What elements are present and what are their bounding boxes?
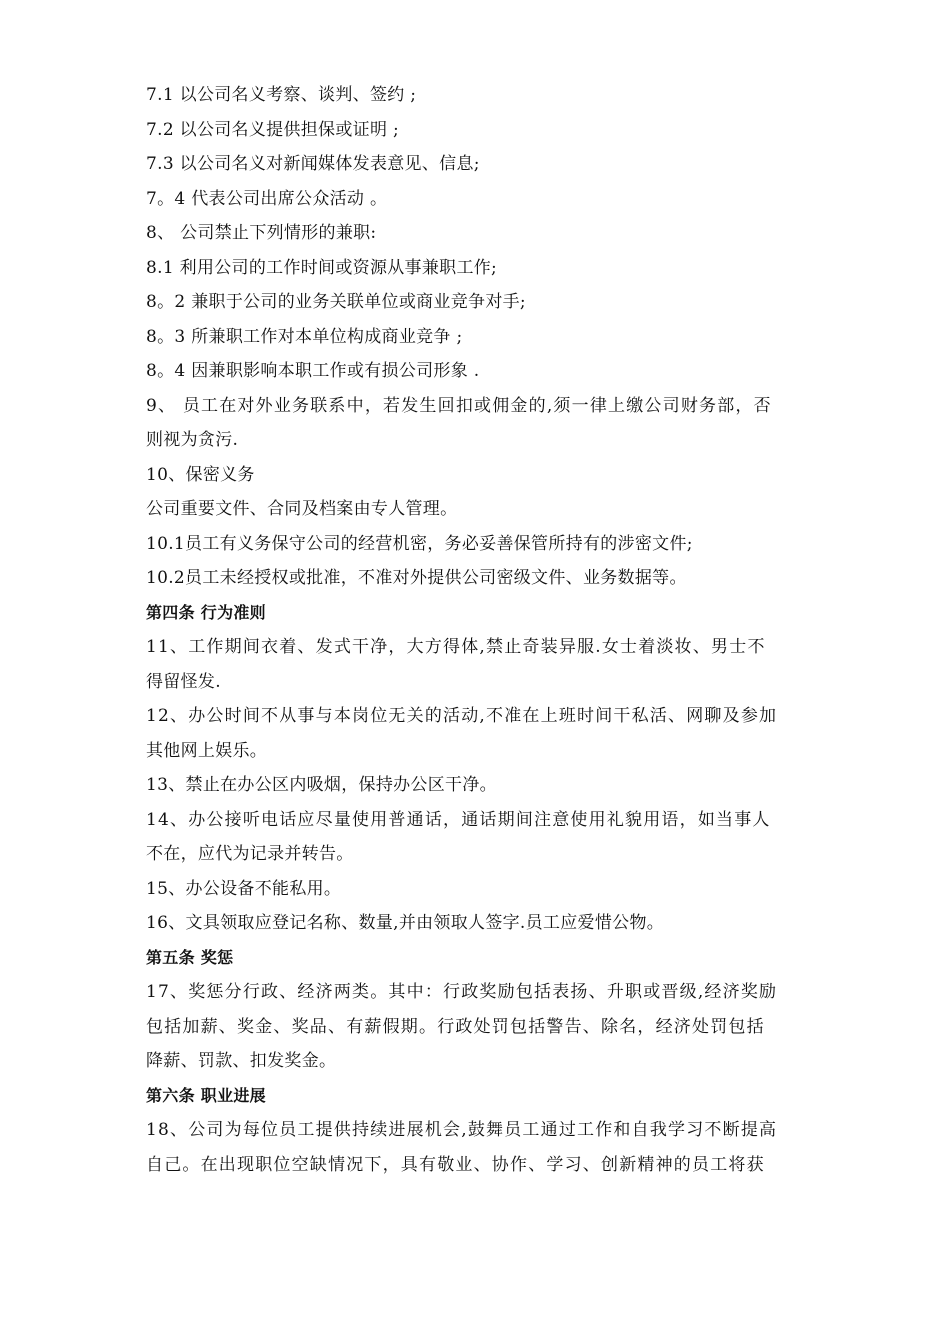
document-line: 16、文具领取应登记名称、数量,并由领取人签字.员工应爱惜公物。 bbox=[146, 913, 665, 933]
document-line: 17、奖惩分行政、经济两类。其中：行政奖励包括表扬、升职或晋级,经济奖励 bbox=[146, 982, 778, 1002]
document-line: 8。2 兼职于公司的业务关联单位或商业竞争对手; bbox=[146, 292, 526, 312]
document-line: 则视为贪污. bbox=[146, 430, 239, 450]
document-line: 公司重要文件、合同及档案由专人管理。 bbox=[146, 499, 458, 519]
document-line: 11、工作期间衣着、发式干净，大方得体,禁止奇装异服.女士着淡妆、男士不 bbox=[146, 637, 766, 657]
document-line: 8。4 因兼职影响本职工作或有损公司形象 . bbox=[146, 361, 480, 381]
document-line: 8.1 利用公司的工作时间或资源从事兼职工作; bbox=[146, 257, 498, 278]
section-heading: 第六条 职业进展 bbox=[146, 1085, 266, 1105]
document-line: 10、保密义务 bbox=[146, 464, 255, 485]
document-line: 7。4 代表公司出席公众活动 。 bbox=[146, 188, 388, 209]
document-line: 7.1 以公司名义考察、谈判、签约 ; bbox=[146, 85, 417, 105]
document-line: 14、办公接听电话应尽量使用普通话，通话期间注意使用礼貌用语，如当事人 bbox=[146, 809, 771, 830]
section-heading: 第四条 行为准则 bbox=[146, 602, 266, 622]
document-line: 12、办公时间不从事与本岗位无关的活动,不准在上班时间干私活、网聊及参加 bbox=[146, 706, 778, 726]
document-line: 8、 公司禁止下列情形的兼职: bbox=[146, 223, 377, 243]
document-line: 18、公司为每位员工提供持续进展机会,鼓舞员工通过工作和自我学习不断提高 bbox=[146, 1120, 778, 1140]
document-line: 9、 员工在对外业务联系中，若发生回扣或佣金的,须一律上缴公司财务部，否 bbox=[146, 395, 772, 416]
document-page bbox=[146, 78, 810, 1182]
document-line: 包括加薪、奖金、奖品、有薪假期。行政处罚包括警告、除名，经济处罚包括 bbox=[146, 1016, 765, 1037]
document-line: 15、办公设备不能私用。 bbox=[146, 878, 342, 899]
document-line: 8。3 所兼职工作对本单位构成商业竞争 ; bbox=[146, 326, 463, 347]
document-line: 13、禁止在办公区内吸烟，保持办公区干净。 bbox=[146, 775, 497, 795]
document-line: 其他网上娱乐。 bbox=[146, 740, 268, 761]
document-line: 不在，应代为记录并转告。 bbox=[146, 844, 354, 864]
section-heading: 第五条 奖惩 bbox=[146, 947, 234, 967]
document-line: 得留怪发. bbox=[146, 671, 221, 692]
document-line: 10.1员工有义务保守公司的经营机密，务必妥善保管所持有的涉密文件; bbox=[146, 533, 693, 554]
document-line: 10.2员工未经授权或批准，不准对外提供公司密级文件、业务数据等。 bbox=[146, 568, 687, 588]
document-line: 7.3 以公司名义对新闻媒体发表意见、信息; bbox=[146, 154, 480, 174]
document-line: 降薪、罚款、扣发奖金。 bbox=[146, 1051, 337, 1071]
document-line: 自己。在出现职位空缺情况下，具有敬业、协作、学习、创新精神的员工将获 bbox=[146, 1154, 765, 1175]
document-line: 7.2 以公司名义提供担保或证明 ; bbox=[146, 119, 399, 140]
